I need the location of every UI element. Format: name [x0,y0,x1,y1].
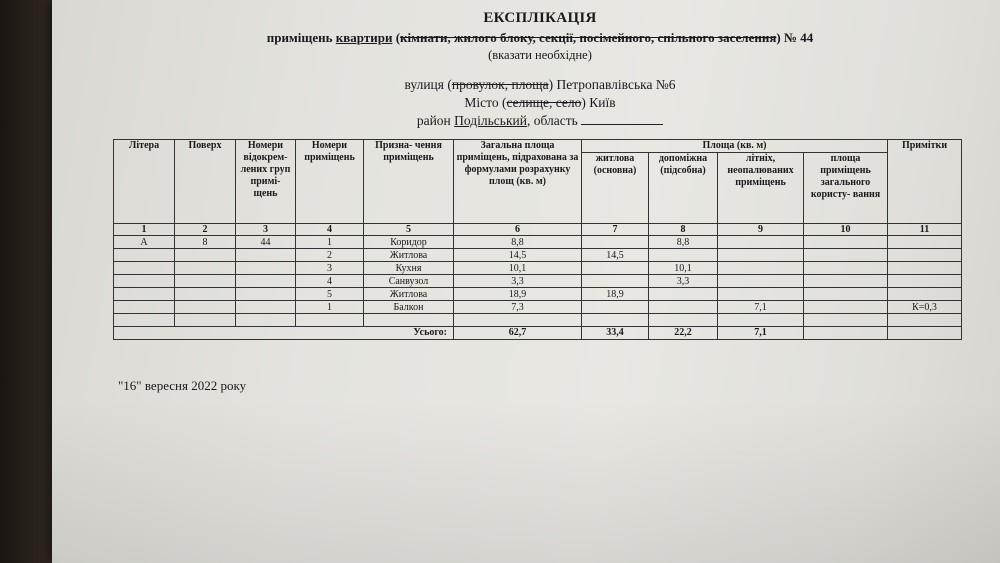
col-number: 3 [236,224,296,236]
premises-selected-type: квартири [335,30,393,45]
cell-living-area [582,314,649,327]
cell-total-area [454,314,582,327]
cell-notes [888,262,962,275]
cell-living-area [582,236,649,249]
cell-notes: К=0,3 [888,301,962,314]
header-total-area: Загальна площа приміщень, підрахована за формулами розрахунку площ (кв. м) [454,140,582,224]
cell-floor [175,262,236,275]
cell-room-number: 3 [296,262,364,275]
premises-struck-options: кімнати, жилого блоку, секції, посімейного, спільного заселення [400,30,777,45]
col-number: 2 [175,224,236,236]
cell-living-area [582,262,649,275]
cell-purpose: Балкон [364,301,454,314]
col-number: 9 [718,224,804,236]
cell-floor [175,301,236,314]
cell-purpose: Санвузол [364,275,454,288]
total-row [114,327,962,340]
cell-auxiliary-area [649,249,718,262]
cell-room-number: 2 [296,249,364,262]
col-number: 4 [296,224,364,236]
cell-purpose [364,314,454,327]
header-groups: Номери відокрем- лених груп примі- щень [236,140,296,224]
city-label: Місто ( [464,95,507,110]
district-line [250,112,830,129]
cell-floor [175,288,236,301]
cell-litera [114,288,175,301]
region-label: , область [526,113,582,128]
cell-group [236,262,296,275]
cell-litera [114,262,175,275]
total-summer-sum: 7,1 [718,327,804,340]
cell-group [236,249,296,262]
total-area-sum: 62,7 [454,327,582,340]
city-struck-options: селище, село [506,95,582,110]
cell-room-number: 5 [296,288,364,301]
table-row [114,288,962,301]
cell-notes [888,314,962,327]
cell-living-area [582,301,649,314]
cell-summer-area [718,288,804,301]
premises-prefix: приміщень [266,30,336,45]
header-auxiliary: допоміжна (підсобна) [649,153,718,224]
cell-auxiliary-area: 3,3 [649,275,718,288]
col-number: 8 [649,224,718,236]
cell-summer-area: 7,1 [718,301,804,314]
cell-auxiliary-area [649,301,718,314]
street-struck-options: провулок, площа [451,77,549,92]
street-label: вулиця ( [404,77,452,92]
cell-common-area [804,288,888,301]
total-notes [888,327,962,340]
cell-purpose: Житлова [364,249,454,262]
header-living: житлова (основна) [582,153,649,224]
cell-total-area: 7,3 [454,301,582,314]
cell-living-area: 14,5 [582,249,649,262]
cell-auxiliary-area [649,314,718,327]
cell-living-area: 18,9 [582,288,649,301]
cell-litera [114,301,175,314]
table-row [114,275,962,288]
cell-total-area: 10,1 [454,262,582,275]
cell-room-number: 1 [296,236,364,249]
cell-purpose: Коридор [364,236,454,249]
table-row [114,314,962,327]
cell-common-area [804,314,888,327]
header-purpose: Призна- чення приміщень [364,140,454,224]
total-auxiliary-sum: 22,2 [649,327,718,340]
cell-notes [888,249,962,262]
total-living-sum: 33,4 [582,327,649,340]
header-notes: Примітки [888,140,962,224]
cell-group: 44 [236,236,296,249]
cell-litera [114,275,175,288]
cell-summer-area [718,236,804,249]
cell-notes [888,236,962,249]
cell-auxiliary-area [649,288,718,301]
col-number: 6 [454,224,582,236]
cell-group [236,288,296,301]
table-row [114,262,962,275]
cell-litera [114,314,175,327]
cell-group [236,275,296,288]
cell-total-area: 18,9 [454,288,582,301]
cell-litera: А [114,236,175,249]
cell-group [236,301,296,314]
cell-summer-area [718,314,804,327]
cell-floor [175,314,236,327]
cell-floor: 8 [175,236,236,249]
table-row [114,301,962,314]
city-line [250,95,830,111]
table-row [114,249,962,262]
cell-group [236,314,296,327]
header-area-group: Площа (кв. м) [582,140,888,153]
background-dark-surface [0,0,60,563]
cell-room-number [296,314,364,327]
cell-common-area [804,262,888,275]
document-title: ЕКСПЛІКАЦІЯ [483,10,597,26]
cell-auxiliary-area: 10,1 [649,262,718,275]
instruction-note: (вказати необхідне) [488,48,592,62]
street-line [250,77,830,93]
cell-floor [175,275,236,288]
city-value: ) Київ [581,95,616,110]
col-number: 10 [804,224,888,236]
cell-total-area: 14,5 [454,249,582,262]
street-value: ) Петропавлівська №6 [548,77,676,92]
district-label: район [416,113,455,128]
cell-notes [888,275,962,288]
cell-common-area [804,249,888,262]
cell-common-area [804,275,888,288]
premises-paren-open: ( [392,30,401,45]
col-number: 7 [582,224,649,236]
cell-purpose: Житлова [364,288,454,301]
header-floor: Поверх [175,140,236,224]
total-common-sum [804,327,888,340]
cell-room-number: 1 [296,301,364,314]
header-common: площа приміщень загального користу- вання [804,153,888,224]
col-number: 5 [364,224,454,236]
apartment-number: ) № 44 [776,30,814,45]
header-rooms: Номери приміщень [296,140,364,224]
cell-summer-area [718,262,804,275]
cell-common-area [804,301,888,314]
explication-table [113,139,962,340]
cell-notes [888,288,962,301]
cell-room-number: 4 [296,275,364,288]
header-summer: літніх, неопалюваних приміщень [718,153,804,224]
header-litera: Літера [114,140,175,224]
table-row [114,236,962,249]
premises-type-line [150,30,930,46]
cell-total-area: 8,8 [454,236,582,249]
cell-auxiliary-area: 8,8 [649,236,718,249]
cell-summer-area [718,249,804,262]
district-value: Подільський [454,113,527,128]
region-blank-field [581,112,663,125]
cell-common-area [804,236,888,249]
cell-living-area [582,275,649,288]
cell-floor [175,249,236,262]
cell-summer-area [718,275,804,288]
document-date: "16" вересня 2022 року [118,378,247,393]
col-number: 1 [114,224,175,236]
table-rows [114,236,962,327]
cell-litera [114,249,175,262]
cell-total-area: 3,3 [454,275,582,288]
cell-purpose: Кухня [364,262,454,275]
paper-shadow [52,400,1000,563]
col-number: 11 [888,224,962,236]
total-label: Усього: [114,327,454,340]
